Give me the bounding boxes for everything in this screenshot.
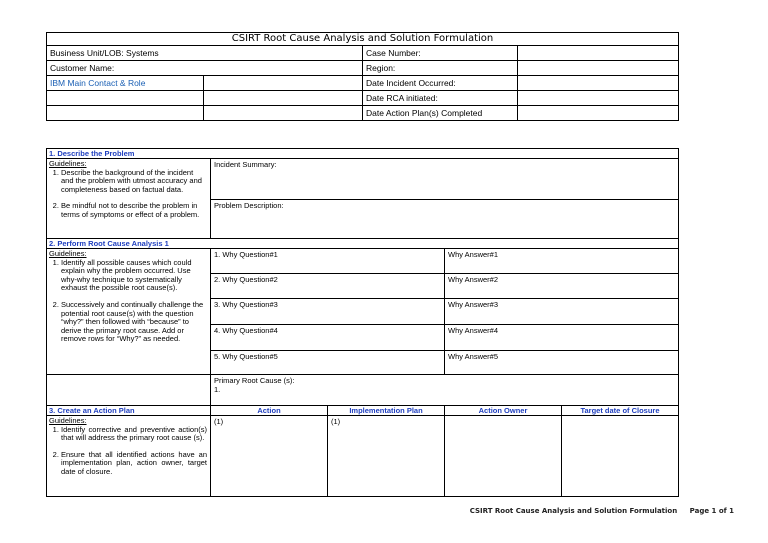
guideline-item: 2. Ensure that all identified actions have an implementation plan, action owner, target date of closure. (61, 451, 207, 477)
why-question-5[interactable]: 5. Why Question#5 (211, 351, 445, 375)
blank-cell (47, 91, 204, 106)
owner-field[interactable] (445, 416, 562, 497)
section1-heading: 1. Describe the Problem (47, 149, 679, 159)
rca-form-table (46, 148, 679, 497)
business-unit-field[interactable]: Business Unit/LOB: Systems (47, 46, 363, 61)
problem-description-label: Problem Description: (214, 201, 284, 210)
date-rca-label: Date RCA initiated: (363, 91, 518, 106)
primary-root-cause-item: 1. (214, 385, 221, 394)
section2-heading: 2. Perform Root Cause Analysis 1 (47, 239, 679, 249)
footer-doc-title: CSIRT Root Cause Analysis and Solution Formulation (469, 507, 678, 515)
guidelines-label: Guidelines: (49, 159, 87, 168)
date-incident-field[interactable] (518, 76, 679, 91)
ibm-contact-label: IBM Main Contact & Role (47, 76, 204, 91)
guidelines-label: Guidelines: (49, 416, 87, 425)
blank-cell (204, 106, 363, 121)
footer-page-number: Page 1 of 1 (689, 507, 734, 515)
blank-cell (204, 91, 363, 106)
why-question-1[interactable]: 1. Why Question#1 (211, 249, 445, 274)
section2-guidelines (47, 249, 211, 375)
date-incident-label: Date Incident Occurred: (363, 76, 518, 91)
guideline-item: 2. Successively and continually challenge the potential root cause(s) with the question “why?” then followed with “because” to derive the primary root cause. Add or remove rows for “Why?” as needed. (61, 301, 207, 344)
implementation-field[interactable]: (1) (328, 416, 445, 497)
date-action-plan-label: Date Action Plan(s) Completed (363, 106, 518, 121)
blank-cell (47, 106, 204, 121)
why-answer-2[interactable]: Why Answer#2 (445, 274, 679, 299)
ibm-contact-field[interactable] (204, 76, 363, 91)
customer-name-field[interactable]: Customer Name: (47, 61, 363, 76)
page-footer (470, 507, 734, 515)
column-header-action: Action (211, 406, 328, 416)
date-action-plan-field[interactable] (518, 106, 679, 121)
case-number-label: Case Number: (363, 46, 518, 61)
why-question-2[interactable]: 2. Why Question#2 (211, 274, 445, 299)
target-date-field[interactable] (562, 416, 679, 497)
primary-root-cause-label: Primary Root Cause (s): (214, 376, 295, 385)
primary-root-cause-field[interactable] (211, 375, 679, 406)
column-header-target: Target date of Closure (562, 406, 679, 416)
why-answer-5[interactable]: Why Answer#5 (445, 351, 679, 375)
guideline-item: 1. Identify corrective and preventive action(s) that will address the primary root cause (s). (61, 426, 207, 443)
guidelines-label: Guidelines: (49, 249, 87, 258)
guideline-item: 1. Identify all possible causes which could explain why the problem occurred. Use why-why technique to systematically exhaust the possible root cause(s). (61, 259, 207, 293)
column-header-owner: Action Owner (445, 406, 562, 416)
why-question-4[interactable]: 4. Why Question#4 (211, 325, 445, 351)
guideline-item: 1. Describe the background of the incident and the problem with utmost accuracy and completeness based on factual data. (61, 169, 207, 195)
why-question-3[interactable]: 3. Why Question#3 (211, 299, 445, 325)
region-label: Region: (363, 61, 518, 76)
section1-guidelines (47, 159, 211, 239)
header-table (46, 32, 679, 121)
case-number-field[interactable] (518, 46, 679, 61)
document-title: CSIRT Root Cause Analysis and Solution Formulation (47, 33, 679, 46)
why-answer-3[interactable]: Why Answer#3 (445, 299, 679, 325)
incident-summary-field[interactable] (211, 159, 679, 200)
column-header-implementation: Implementation Plan (328, 406, 445, 416)
problem-description-field[interactable] (211, 200, 679, 239)
why-answer-1[interactable]: Why Answer#1 (445, 249, 679, 274)
section3-guidelines (47, 416, 211, 497)
date-rca-field[interactable] (518, 91, 679, 106)
incident-summary-label: Incident Summary: (214, 160, 277, 169)
why-answer-4[interactable]: Why Answer#4 (445, 325, 679, 351)
region-field[interactable] (518, 61, 679, 76)
guideline-item: 2. Be mindful not to describe the problem in terms of symptoms or effect of a problem. (61, 202, 207, 219)
blank-cell (47, 375, 211, 406)
section3-heading: 3. Create an Action Plan (47, 406, 211, 416)
action-field[interactable]: (1) (211, 416, 328, 497)
